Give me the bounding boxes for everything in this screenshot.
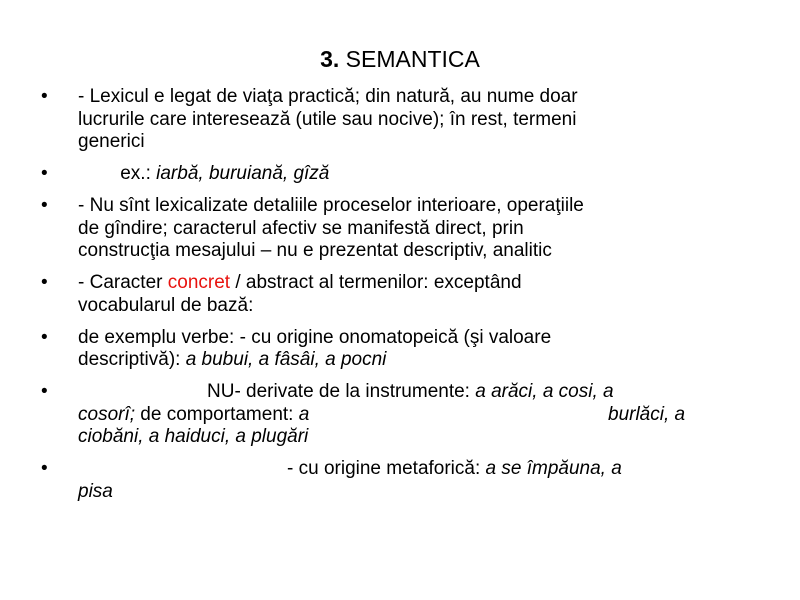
example-words: a xyxy=(298,403,310,425)
bullet-line xyxy=(78,404,760,427)
bullet-line xyxy=(78,349,760,372)
example-words: a bubui, a fâsâi, a pocni xyxy=(185,349,387,370)
text-run: - Caracter xyxy=(78,272,168,293)
bullet-line: de exemplu verbe: - cu origine onomatopeică (şi valoare xyxy=(78,326,552,348)
bullet-item-not-lexicalized xyxy=(0,195,800,263)
text-run: descriptivă): xyxy=(78,349,186,370)
slide-title-number: 3. xyxy=(320,46,340,72)
bullet-item-example xyxy=(0,163,800,186)
example-prefix: ex.: xyxy=(78,163,157,184)
bullet-item-lexicon xyxy=(0,86,800,154)
bullet-line: de gîndire; caracterul afectiv se manifestă direct, prin xyxy=(78,217,524,239)
bullet-dot-icon: • xyxy=(41,163,48,184)
example-words: cosorî; xyxy=(78,403,136,425)
text-run: - cu origine metaforică: xyxy=(287,458,486,479)
bullet-line: - Nu sînt lexicalizate detaliile proceselor interioare, operaţiile xyxy=(78,195,584,216)
example-words: ciobăni, a haiduci, a plugări xyxy=(78,426,309,447)
bullet-item-metaphoric xyxy=(0,458,800,503)
bullet-dot-icon: • xyxy=(41,381,48,402)
bullet-dot-icon: • xyxy=(41,458,48,479)
text-run: de comportament: xyxy=(135,403,299,425)
bullet-line: generici xyxy=(78,131,145,152)
slide-title xyxy=(0,44,800,74)
bullet-line: - Lexicul e legat de viaţa practică; din natură, au nume doar xyxy=(78,86,578,107)
bullet-line: lucrurile care interesează (utile sau nocive); în rest, termeni xyxy=(78,108,577,130)
bullet-line xyxy=(78,426,760,449)
bullet-dot-icon: • xyxy=(41,86,48,107)
bullet-dot-icon: • xyxy=(41,326,48,348)
bullet-list xyxy=(0,86,800,513)
example-words: burlăci, a xyxy=(608,403,686,425)
example-words: pisa xyxy=(78,480,113,502)
bullet-line xyxy=(78,381,760,404)
bullet-line: vocabularul de bază: xyxy=(78,294,254,316)
text-run: NU- derivate de la instrumente: xyxy=(207,381,476,402)
bullet-line xyxy=(78,163,760,186)
bullet-dot-icon: • xyxy=(41,272,48,293)
bullet-line xyxy=(78,272,760,295)
highlight-concret: concret xyxy=(167,272,231,293)
bullet-item-concrete-abstract xyxy=(0,272,800,317)
example-words: a se împăuna, a xyxy=(485,458,622,479)
bullet-line xyxy=(78,458,760,481)
text-run: / abstract al termenilor: exceptând xyxy=(230,272,522,293)
example-words: a arăci, a cosi, a xyxy=(475,381,614,402)
bullet-item-instrument-derived xyxy=(0,381,800,449)
bullet-line xyxy=(78,481,760,504)
bullet-item-verbs-onomatopoeic xyxy=(0,327,800,372)
example-words: iarbă, buruiană, gîză xyxy=(156,163,330,184)
bullet-line: construcţia mesajului – nu e prezentat descriptiv, analitic xyxy=(78,240,552,261)
bullet-dot-icon: • xyxy=(41,195,48,216)
slide-title-text: SEMANTICA xyxy=(339,46,480,72)
